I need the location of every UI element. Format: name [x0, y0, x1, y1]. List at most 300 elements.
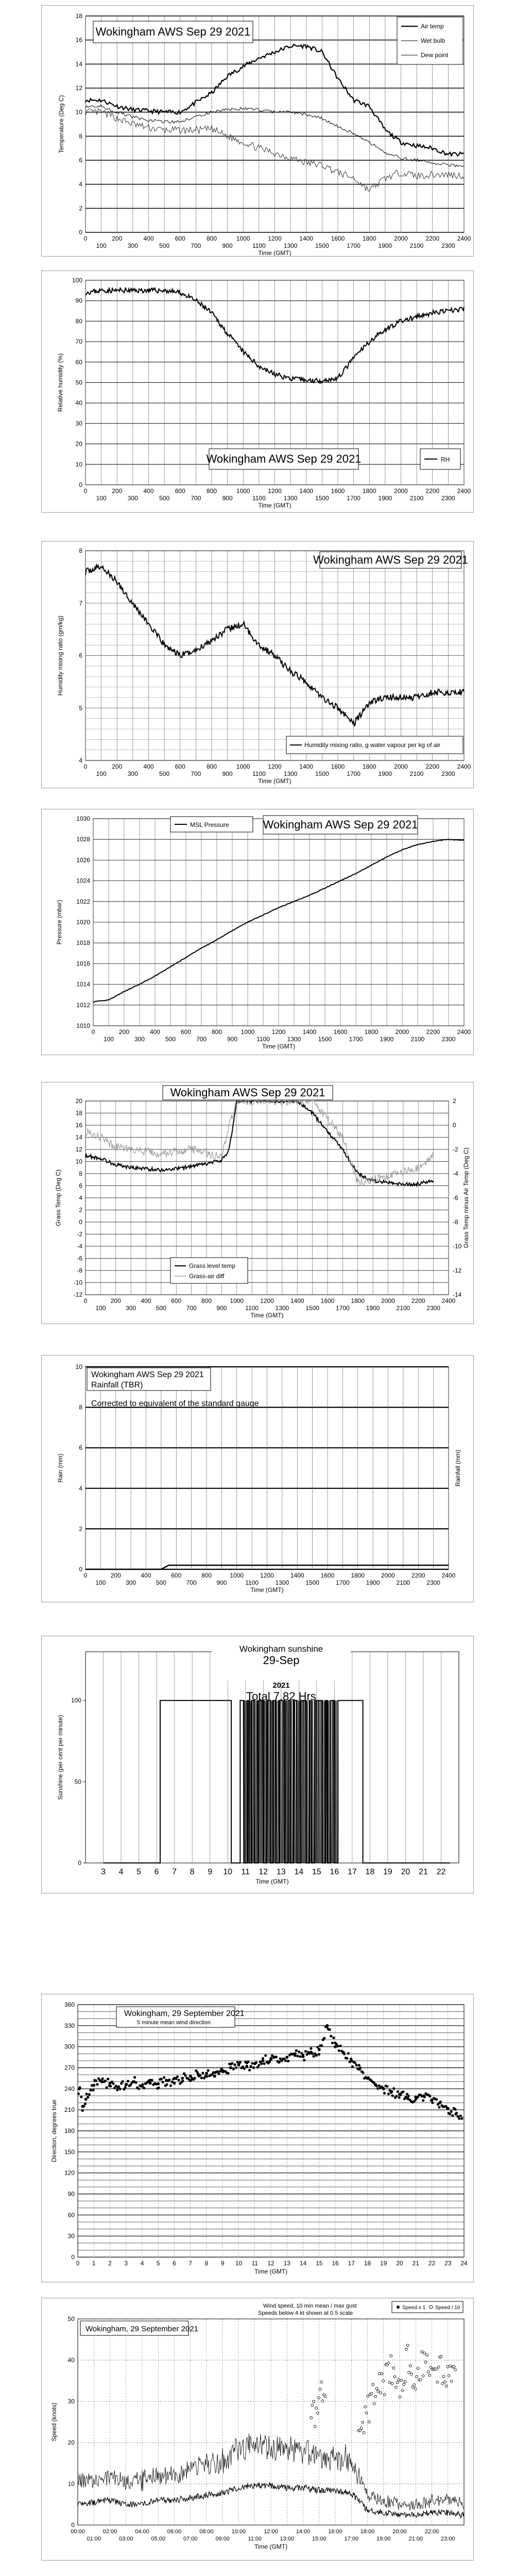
direction-point: [422, 2094, 425, 2097]
y-axis-label: Direction, degrees true: [50, 2099, 58, 2162]
y-tick-label: 50: [67, 2315, 75, 2323]
y2-tick-label: 0: [453, 1122, 456, 1129]
direction-point: [165, 2083, 168, 2086]
direction-point: [303, 2059, 305, 2061]
direction-point: [133, 2076, 136, 2079]
y-axis-label: Grass Temp (Deg C): [55, 1170, 62, 1226]
y2-tick-label: -14: [453, 1291, 462, 1298]
y-tick-label: 60: [75, 358, 82, 366]
x-tick-label: 300: [127, 770, 138, 777]
mixing-ratio-chart: [42, 541, 473, 788]
y-tick-label: 40: [67, 2357, 75, 2364]
chart-subtitle: Rainfall (TBR): [91, 1381, 143, 1389]
x-tick-label: 2000: [381, 1297, 395, 1304]
direction-point: [80, 2095, 82, 2098]
x-tick-label: 400: [149, 1028, 161, 1036]
legend-label: RH: [441, 456, 450, 463]
x-tick-label: 0: [83, 1297, 88, 1304]
direction-point: [334, 2045, 337, 2048]
direction-point: [100, 2080, 104, 2083]
x-tick-label: 11: [251, 2260, 258, 2267]
direction-point: [350, 2059, 353, 2062]
speed-div10-point: [396, 2381, 399, 2384]
y-tick-label: 8: [79, 1403, 82, 1411]
speed-div10-point: [440, 2355, 442, 2358]
speed-div10-point: [393, 2376, 396, 2378]
rainfall-chart: [42, 1355, 473, 1602]
chart-title: Wokingham AWS Sep 29 2021: [313, 553, 468, 566]
x-tick-label: 400: [141, 1297, 151, 1304]
x-tick-label: 1600: [331, 487, 345, 495]
y-tick-label: 1022: [76, 897, 90, 905]
temperature-chart: [42, 6, 473, 256]
y-tick-label: 100: [72, 277, 82, 284]
direction-point: [237, 2063, 241, 2066]
y-tick-label: 1018: [76, 939, 90, 947]
y2-tick-label: 2: [453, 1097, 456, 1105]
speed-div10-point: [453, 2365, 455, 2368]
x-tick-label: 20: [401, 1868, 410, 1876]
x-tick-label: 1500: [305, 1579, 319, 1586]
y2-tick-label: -12: [453, 1267, 462, 1274]
direction-point: [323, 2037, 325, 2040]
legend-label: Air temp: [421, 23, 444, 30]
wind-direction-chart: [42, 1994, 473, 2282]
direction-point: [85, 2093, 88, 2095]
x-tick-label: 300: [126, 1579, 136, 1586]
x-tick-label: 19: [383, 1868, 392, 1876]
x-tick-label: 2300: [441, 495, 455, 502]
direction-point: [278, 2061, 281, 2064]
speed-div10-point: [447, 2365, 449, 2368]
direction-point: [354, 2061, 356, 2064]
speed-div10-point: [400, 2379, 403, 2382]
speed-div10-point: [448, 2375, 450, 2377]
y-tick-label: 8: [79, 547, 82, 554]
direction-point: [81, 2109, 84, 2112]
direction-point: [239, 2061, 242, 2063]
direction-point: [169, 2084, 172, 2087]
direction-point: [92, 2084, 95, 2087]
direction-point: [435, 2098, 438, 2100]
speed-div10-point: [383, 2394, 386, 2396]
speed-div10-point: [401, 2389, 404, 2392]
y-tick-label: 20: [67, 2439, 75, 2446]
y-tick-label: 360: [64, 2001, 75, 2008]
x-tick-label: 15: [316, 2260, 323, 2267]
x-tick-label: 2100: [409, 770, 424, 777]
x-tick-label: 16: [332, 2260, 339, 2267]
speed-div10-point: [417, 2367, 419, 2369]
speed-div10-point: [311, 2404, 314, 2406]
x-tick-label: 1000: [236, 487, 250, 495]
x-tick-label: 13: [283, 2260, 290, 2267]
direction-point: [248, 2069, 251, 2072]
sunshine-flicker: [296, 1701, 297, 1863]
x-axis-label: Time (GMT): [258, 502, 291, 509]
speed-div10-point: [362, 2421, 364, 2424]
x-tick-label: 10: [223, 1868, 233, 1876]
direction-point: [207, 2069, 210, 2072]
x-tick-label: 1500: [305, 1304, 319, 1312]
x-tick-label: 1800: [351, 1297, 365, 1304]
y-tick-label: 100: [71, 1697, 81, 1704]
x-tick-label: 1400: [302, 1028, 317, 1036]
y-tick-label: 90: [75, 297, 82, 304]
y-tick-label: 0: [71, 2253, 75, 2261]
x-axis-label: Time (GMT): [254, 2543, 288, 2550]
chart-annotation: Corrected to equivalent of the standard gauge: [91, 1399, 259, 1408]
x-tick-label: 800: [201, 1297, 212, 1304]
x-tick-label: 1900: [366, 1579, 380, 1586]
y-tick-label: 4: [79, 1194, 82, 1201]
sunshine-flicker: [256, 1701, 257, 1863]
x-tick-label: 0: [83, 1572, 88, 1579]
x-tick-label: 2300: [426, 1304, 440, 1312]
direction-point: [390, 2090, 393, 2093]
x-tick-label: 4: [118, 1868, 124, 1876]
direction-point: [397, 2090, 399, 2093]
y-axis-label: Sunshine (per cent per minute): [57, 1715, 64, 1800]
x-tick-label: 1500: [315, 770, 329, 777]
sunshine-flicker: [309, 1701, 310, 1863]
sunshine-flicker: [294, 1701, 295, 1863]
direction-point: [92, 2089, 95, 2091]
x-axis-label: Time (GMT): [258, 249, 291, 256]
x-axis-label: Time (GMT): [255, 1878, 289, 1885]
direction-point: [330, 2035, 332, 2038]
x-tick-label: 12: [267, 2260, 274, 2267]
mixing-ratio-chart-panel: [41, 541, 474, 788]
speed-div10-point: [413, 2384, 416, 2386]
direction-point: [141, 2084, 144, 2088]
x-tick-label: 400: [143, 487, 154, 495]
x-tick-label: 02:00: [102, 2529, 117, 2535]
y2-tick-label: -2: [453, 1146, 458, 1153]
direction-point: [213, 2075, 216, 2078]
x-tick-label: 2400: [457, 235, 471, 242]
sunshine-flicker: [330, 1701, 331, 1863]
direction-point: [447, 2107, 450, 2110]
speed-div10-point: [318, 2396, 320, 2399]
y-tick-label: 5: [79, 704, 82, 712]
y-tick-label: -2: [77, 1230, 82, 1238]
y-tick-label: 16: [75, 36, 82, 44]
legend-label: Grass-air diff: [189, 1273, 225, 1280]
x-tick-label: 0: [76, 2260, 80, 2267]
x-tick-label: 13: [276, 1868, 286, 1876]
x-tick-label: 14: [294, 1868, 304, 1876]
speed-div10-point: [423, 2352, 426, 2354]
x-axis-label: Time (GMT): [258, 777, 291, 785]
x-tick-label: 7: [172, 1868, 177, 1876]
x-tick-label: 7: [188, 2260, 193, 2267]
speed-div10-point: [437, 2366, 440, 2368]
chart-title: Wokingham, 29 September 2021: [124, 2009, 245, 2018]
x-tick-label: 1800: [364, 1028, 379, 1036]
y-tick-label: 60: [67, 2211, 75, 2219]
direction-point: [454, 2112, 457, 2115]
x-tick-label: 01:00: [87, 2536, 101, 2542]
x-tick-label: 900: [222, 242, 233, 249]
x-tick-label: 09:00: [215, 2536, 230, 2542]
direction-point: [236, 2061, 239, 2063]
chart-title: Wokingham sunshine: [239, 1644, 323, 1654]
direction-point: [217, 2073, 220, 2075]
direction-point: [205, 2075, 208, 2078]
x-tick-label: 2300: [441, 242, 455, 249]
direction-point: [339, 2044, 341, 2047]
y-tick-label: 1010: [76, 1022, 90, 1029]
speed-div10-point: [319, 2388, 321, 2391]
direction-point: [149, 2081, 152, 2084]
x-tick-label: 1200: [268, 763, 282, 770]
speed-div10-point: [365, 2412, 368, 2414]
direction-point: [116, 2086, 119, 2089]
x-tick-label: 600: [175, 487, 185, 495]
direction-point: [320, 2044, 323, 2047]
direction-point: [378, 2084, 381, 2087]
x-tick-label: 23: [444, 2260, 452, 2267]
y-tick-label: 120: [64, 2169, 75, 2177]
speed-div10-point: [321, 2400, 324, 2402]
speed-div10-point: [381, 2372, 383, 2375]
direction-point: [355, 2064, 358, 2066]
y-tick-label: 1016: [76, 960, 90, 968]
sunshine-flicker: [332, 1701, 333, 1863]
y-tick-label: 300: [64, 2043, 75, 2050]
x-tick-label: 600: [171, 1572, 182, 1579]
y-tick-label: 30: [67, 2398, 75, 2405]
speed-div10-point: [372, 2383, 374, 2386]
sunshine-flicker: [248, 1701, 249, 1863]
direction-point: [406, 2097, 409, 2100]
x-tick-label: 200: [112, 487, 123, 495]
x-tick-label: 12:00: [264, 2529, 278, 2535]
y-tick-label: -12: [73, 1291, 82, 1298]
x-tick-label: 17: [348, 2260, 355, 2267]
x-tick-label: 23:00: [440, 2536, 455, 2542]
x-tick-label: 1900: [378, 242, 392, 249]
x-tick-label: 1400: [299, 487, 314, 495]
legend-label: MSL Pressure: [190, 821, 229, 828]
x-tick-label: 2200: [426, 1028, 440, 1036]
direction-point: [422, 2099, 424, 2102]
sunshine-flicker: [285, 1701, 286, 1863]
x-tick-label: 1500: [318, 1036, 332, 1043]
y-tick-label: 50: [75, 379, 82, 386]
speed-div10-point: [377, 2390, 380, 2393]
x-tick-label: 1000: [230, 1572, 244, 1579]
x-tick-label: 600: [171, 1297, 182, 1304]
x-tick-label: 1600: [331, 763, 345, 770]
direction-point: [294, 2052, 297, 2055]
direction-point: [184, 2074, 187, 2077]
direction-point: [163, 2076, 165, 2079]
x-tick-label: 2400: [457, 763, 471, 770]
chart-total: Total 7.82 Hrs: [246, 1690, 316, 1703]
y-tick-label: 12: [75, 84, 82, 92]
direction-point: [299, 2055, 302, 2058]
y-tick-label: -8: [77, 1267, 82, 1274]
direction-point: [449, 2113, 451, 2115]
x-tick-label: 18:00: [360, 2529, 375, 2535]
x-tick-label: 1700: [336, 1579, 350, 1586]
y-tick-label: 1028: [76, 836, 90, 843]
x-tick-label: 2400: [441, 1297, 456, 1304]
x-tick-label: 0: [83, 487, 88, 495]
direction-point: [178, 2079, 180, 2081]
x-tick-label: 2300: [426, 1579, 440, 1586]
sunshine-flicker: [293, 1701, 294, 1863]
direction-point: [332, 2037, 335, 2039]
direction-point: [229, 2066, 232, 2070]
y-tick-label: -4: [77, 1243, 82, 1250]
chart-subtitle: 5 minute mean wind direction: [137, 2020, 211, 2026]
legend-label: Speed / 10: [435, 2305, 460, 2311]
x-tick-label: 1300: [283, 770, 298, 777]
speed-div10-point: [416, 2375, 418, 2378]
x-tick-label: 04:00: [135, 2529, 149, 2535]
x-tick-label: 500: [159, 495, 170, 502]
direction-point: [347, 2052, 350, 2055]
y-tick-label: 16: [75, 1122, 82, 1129]
y-tick-label: 40: [75, 399, 82, 407]
x-tick-label: 1600: [333, 1028, 348, 1036]
x-tick-label: 07:00: [183, 2536, 198, 2542]
x-tick-label: 05:00: [151, 2536, 166, 2542]
direction-point: [88, 2093, 91, 2096]
grass-temp-chart: [42, 1082, 473, 1324]
direction-point: [78, 2087, 81, 2090]
x-tick-label: 21:00: [408, 2536, 423, 2542]
y2-tick-label: -4: [453, 1170, 458, 1177]
speed-div10-point: [454, 2368, 457, 2371]
x-tick-label: 1200: [260, 1572, 274, 1579]
speed-div10-point: [367, 2395, 369, 2397]
direction-point: [127, 2080, 129, 2082]
x-tick-label: 15: [312, 1868, 321, 1876]
direction-point: [366, 2077, 369, 2080]
direction-point: [310, 2047, 312, 2050]
direction-point: [351, 2065, 354, 2068]
speed-div10-point: [405, 2348, 408, 2351]
x-tick-label: 19:00: [376, 2536, 391, 2542]
speed-div10-point: [436, 2381, 439, 2383]
x-tick-label: 800: [206, 763, 217, 770]
direction-point: [231, 2062, 233, 2064]
y-tick-label: 180: [64, 2127, 75, 2134]
direction-point: [342, 2051, 345, 2054]
y-tick-label: 4: [79, 1484, 82, 1492]
y-tick-label: 14: [75, 60, 82, 68]
x-tick-label: 11:00: [248, 2536, 262, 2542]
x-tick-label: 1700: [347, 495, 360, 502]
x-tick-label: 1600: [320, 1572, 335, 1579]
y-axis-label: Temperature (Deg C): [58, 95, 65, 154]
y-axis-label: Rain (mm): [57, 1453, 64, 1483]
speed-div10-point: [435, 2368, 437, 2370]
x-tick-label: 2200: [425, 763, 440, 770]
x-tick-label: 1900: [378, 770, 392, 777]
x-tick-label: 100: [96, 495, 107, 502]
speed-div10-point: [380, 2392, 382, 2394]
legend-label: Humidity mixing ratio, g water vapour per kg of air: [304, 741, 441, 749]
y-tick-label: 0: [78, 1859, 81, 1867]
direction-point: [395, 2095, 398, 2097]
x-tick-label: 900: [222, 495, 233, 502]
direction-point: [122, 2080, 124, 2083]
y-tick-label: 20: [75, 1097, 82, 1105]
x-tick-label: 12: [259, 1868, 268, 1876]
x-tick-label: 2300: [441, 770, 455, 777]
x-tick-label: 5: [136, 1868, 142, 1876]
x-tick-label: 1200: [268, 235, 282, 242]
direction-point: [205, 2072, 208, 2075]
x-tick-label: 1400: [299, 763, 314, 770]
direction-point: [298, 2050, 300, 2053]
y-tick-label: 4: [79, 180, 82, 188]
speed-div10-point: [388, 2381, 391, 2384]
temperature-chart-panel: [41, 5, 474, 257]
x-tick-label: 10: [235, 2260, 243, 2267]
x-tick-label: 100: [96, 770, 107, 777]
x-tick-label: 500: [159, 242, 170, 249]
x-tick-label: 2000: [394, 487, 408, 495]
x-tick-label: 2100: [409, 242, 424, 249]
x-tick-label: 100: [96, 242, 107, 249]
x-tick-label: 21: [412, 2260, 419, 2267]
x-tick-label: 0: [91, 1028, 95, 1036]
direction-point: [176, 2075, 179, 2078]
sunshine-flicker: [267, 1701, 268, 1863]
x-tick-label: 0: [83, 235, 88, 242]
x-tick-label: 22:00: [424, 2529, 439, 2535]
direction-point: [346, 2057, 348, 2060]
x-tick-label: 600: [180, 1028, 192, 1036]
sunshine-flicker: [255, 1701, 256, 1863]
x-tick-label: 5: [156, 2260, 160, 2267]
x-tick-label: 2200: [425, 235, 440, 242]
sunshine-chart-panel: [41, 1636, 474, 1893]
direction-point: [398, 2096, 401, 2099]
x-tick-label: 400: [141, 1572, 151, 1579]
pressure-chart: [42, 809, 473, 1055]
chart-title: Wokingham AWS Sep 29 2021: [91, 1370, 204, 1379]
x-tick-label: 1000: [241, 1028, 255, 1036]
direction-point: [250, 2065, 252, 2067]
speed-div10-point: [422, 2375, 424, 2377]
grass-temp-chart-panel: [41, 1082, 474, 1324]
direction-point: [431, 2102, 434, 2104]
x-tick-label: 2200: [411, 1572, 425, 1579]
y-tick-label: 30: [67, 2232, 75, 2240]
speed-div10-point: [373, 2402, 375, 2405]
x-tick-label: 2100: [410, 1036, 425, 1043]
y-tick-label: 2: [79, 205, 82, 212]
direction-point: [161, 2081, 164, 2083]
y-tick-label: 10: [67, 2480, 75, 2487]
direction-point: [160, 2078, 163, 2080]
chart-year: 2021: [272, 1681, 290, 1690]
y-tick-label: 240: [64, 2085, 75, 2093]
y-tick-label: 210: [64, 2106, 75, 2114]
speed-div10-point: [315, 2407, 318, 2410]
x-tick-label: 1000: [236, 235, 250, 242]
x-tick-label: 8: [204, 2260, 209, 2267]
x-tick-label: 1100: [256, 1036, 270, 1043]
direction-point: [235, 2066, 237, 2069]
